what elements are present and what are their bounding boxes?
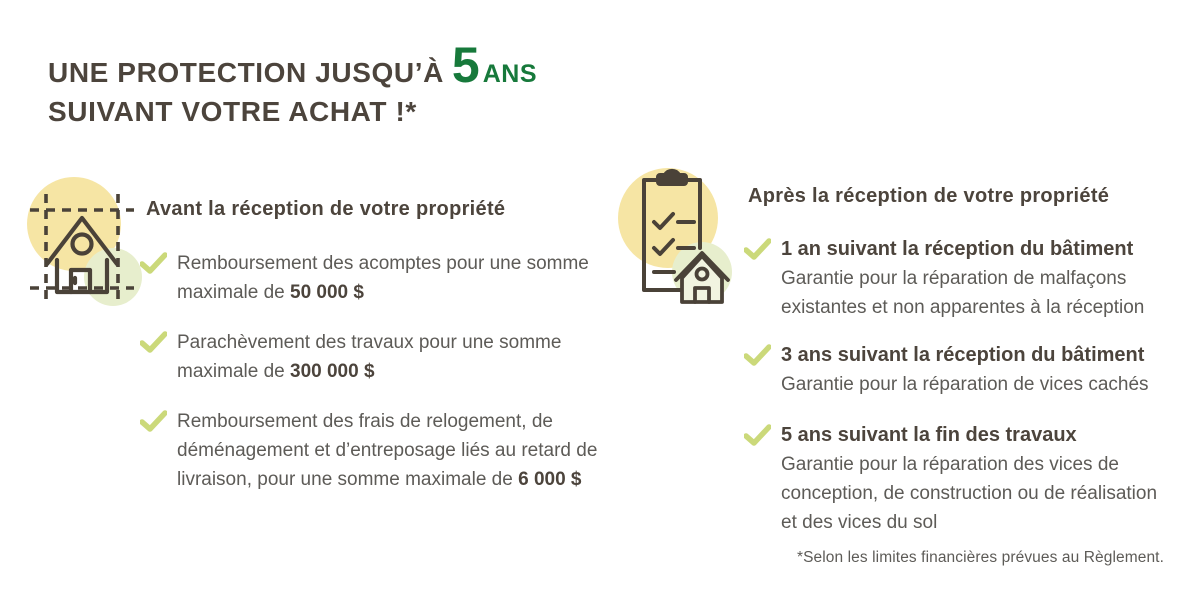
right-column-heading: Après la réception de votre propriété (748, 185, 1110, 207)
list-item (140, 249, 602, 307)
left-column-heading: Avant la réception de votre propriété (146, 198, 506, 220)
check-icon (140, 331, 167, 354)
check-icon (140, 252, 167, 275)
list-item-text: Remboursement des frais de relogement, de déménagement et d’entreposage liés au retard de livraison, pour une somme maximale de 6 000 $ (177, 411, 598, 490)
list-item-text (781, 235, 1176, 322)
clipboard-checklist-icon (608, 156, 738, 306)
title-highlight-unit: ANS (482, 60, 538, 88)
list-item (744, 235, 1176, 322)
item-title: 1 an suivant la réception du bâtiment (781, 238, 1134, 260)
title-line-1 (48, 37, 538, 95)
item-desc: Garantie pour la réparation des vices de conception, de construction ou de réalisation et des vices du sol (781, 454, 1158, 533)
page-title (48, 37, 538, 129)
check-icon (140, 410, 167, 433)
amount: 300 000 $ (290, 361, 375, 382)
amount: 50 000 $ (290, 282, 364, 303)
title-line-2: SUIVANT VOTRE ACHAT !* (48, 96, 417, 127)
list-item-text: Parachèvement des travaux pour une somme maximale de 300 000 $ (177, 332, 562, 382)
list-item (140, 328, 602, 386)
list-item-text: Remboursement des acomptes pour une somme maximale de 50 000 $ (177, 253, 589, 303)
item-title: 5 ans suivant la fin des travaux (781, 424, 1077, 446)
list-item-text (781, 341, 1149, 399)
footnote: *Selon les limites financières prévues au Règlement. (796, 549, 1164, 566)
amount: 6 000 $ (518, 469, 582, 490)
list-item (140, 407, 602, 494)
check-icon (744, 424, 771, 447)
check-icon (744, 344, 771, 367)
check-icon (744, 238, 771, 261)
list-item-text (781, 421, 1176, 537)
item-title: 3 ans suivant la réception du bâtiment (781, 344, 1145, 366)
house-blueprint-icon (14, 172, 142, 308)
title-text: UNE PROTECTION JUSQU’À (48, 57, 444, 88)
item-desc: Garantie pour la réparation de vices cachés (781, 374, 1149, 395)
item-desc: Garantie pour la réparation de malfaçons existantes et non apparentes à la réception (781, 268, 1145, 318)
list-item (744, 421, 1176, 537)
list-item (744, 341, 1176, 399)
title-highlight-number: 5 (451, 37, 480, 93)
